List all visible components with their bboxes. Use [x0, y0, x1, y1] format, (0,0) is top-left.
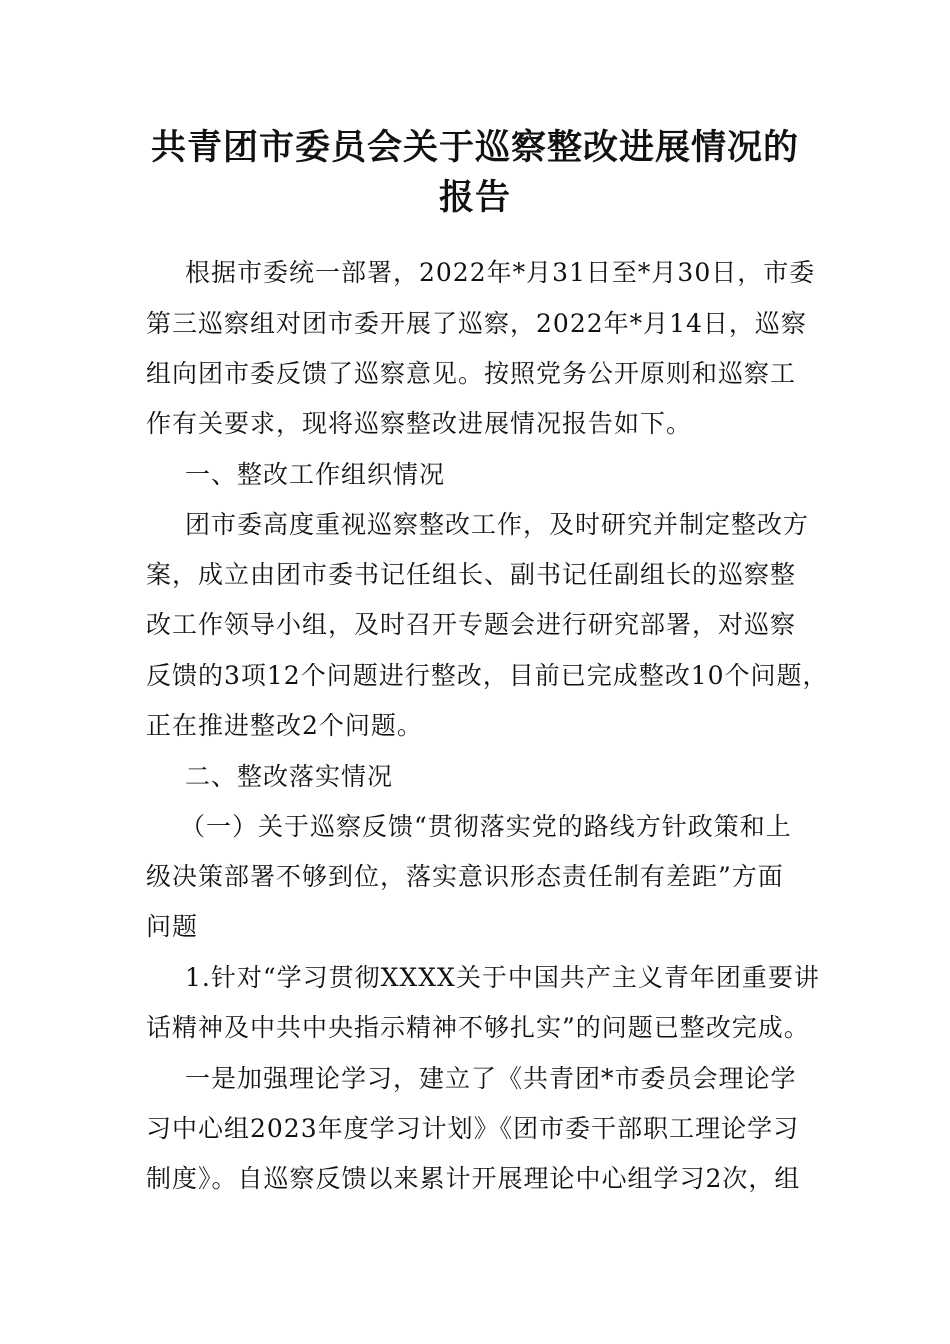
paragraph-intro-line-1: 根据市委统一部署，2022年*月31日至*月30日，市委 — [185, 258, 816, 287]
document-title-line-1: 共青团市委员会关于巡察整改进展情况的 — [150, 127, 799, 168]
section-heading-2: 二、整改落实情况 — [185, 762, 394, 791]
paragraph-intro-line-3: 组向团市委反馈了巡察意见。按照党务公开原则和巡察工 — [146, 359, 797, 388]
item-1-line-1: 1.针对“学习贯彻XXXX关于中国共产主义青年团重要讲 — [185, 963, 820, 992]
item-1-line-2: 话精神及中共中央指示精神不够扎实”的问题已整改完成。 — [146, 1013, 810, 1042]
subsection-heading-line-1: （一）关于巡察反馈“贯彻落实党的路线方针政策和上 — [180, 812, 792, 841]
subsection-heading-line-2: 级决策部署不够到位，落实意识形态责任制有差距”方面 — [146, 862, 784, 891]
section-heading-1: 一、整改工作组织情况 — [185, 460, 446, 489]
paragraph-intro-line-2: 第三巡察组对团市委开展了巡察，2022年*月14日，巡察 — [146, 309, 807, 338]
subsection-heading-line-3: 问题 — [146, 912, 199, 941]
paragraph-organization-line-2: 案，成立由团市委书记任组长、副书记任副组长的巡察整 — [146, 560, 797, 589]
measure-paragraph-line-2: 习中心组2023年度学习计划》《团市委干部职工理论学习 — [146, 1114, 800, 1143]
measure-paragraph-line-1: 一是加强理论学习，建立了《共青团*市委员会理论学 — [185, 1064, 797, 1093]
paragraph-organization-line-4: 反馈的3项12个问题进行整改，目前已完成整改10个问题， — [146, 661, 829, 690]
paragraph-organization-line-3: 改工作领导小组，及时召开专题会进行研究部署，对巡察 — [146, 610, 797, 639]
paragraph-intro-line-4: 作有关要求，现将巡察整改进展情况报告如下。 — [146, 409, 693, 438]
document-title-line-2: 报告 — [438, 177, 511, 218]
paragraph-organization-line-1: 团市委高度重视巡察整改工作，及时研究并制定整改方 — [185, 510, 810, 539]
paragraph-organization-line-5: 正在推进整改2个问题。 — [146, 711, 423, 740]
measure-paragraph-line-3: 制度》。自巡察反馈以来累计开展理论中心组学习2次，组 — [146, 1164, 801, 1193]
